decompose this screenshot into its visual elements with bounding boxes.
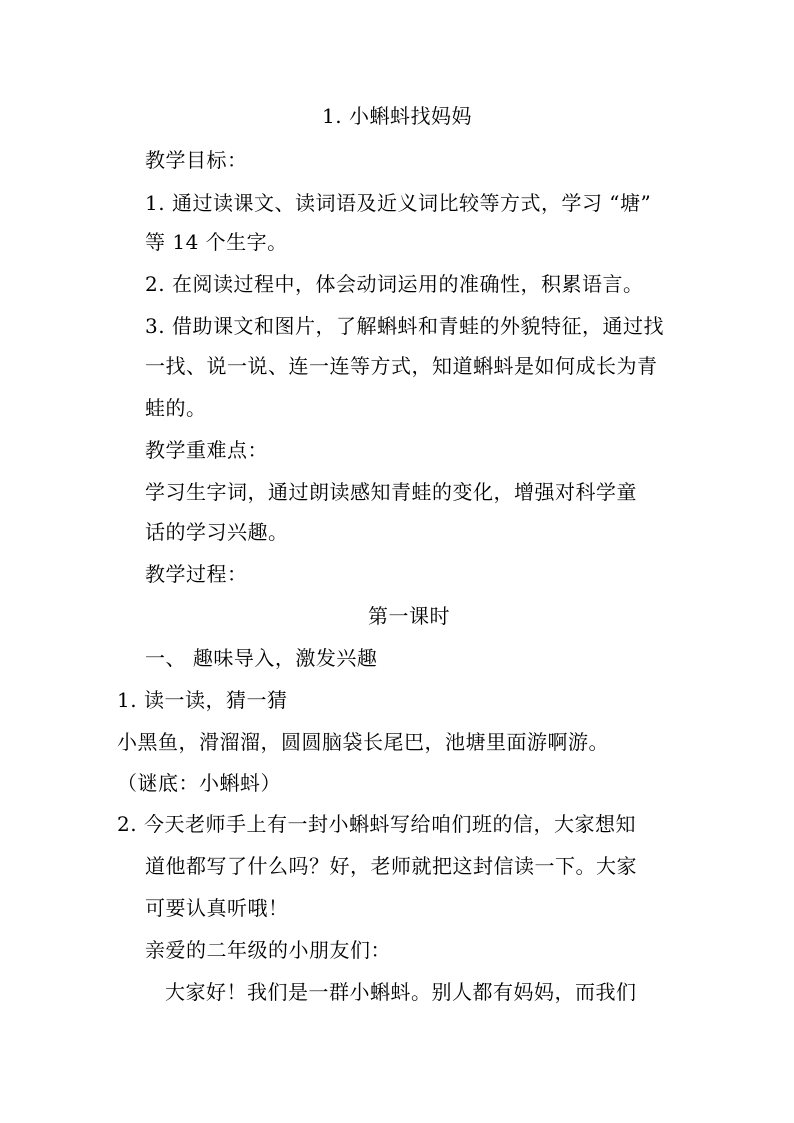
goal-1-line-2: 等 14 个生字。	[145, 230, 288, 254]
process-heading: 教学过程：	[145, 562, 248, 586]
goal-3-line-1: 3. 借助课文和图片，了解蝌蚪和青蛙的外貌特征，通过找	[145, 314, 664, 338]
goal-3-line-3: 蛙的。	[145, 396, 207, 420]
goal-1-line-1: 1. 通过读课文、读词语及近义词比较等方式，学习 “塘”	[145, 191, 652, 215]
goals-heading: 教学目标：	[145, 148, 248, 172]
lesson-heading: 第一课时	[368, 604, 450, 628]
step-2-line-2: 道他都写了什么吗？好，老师就把这封信读一下。大家	[145, 854, 637, 878]
key-points-line-2: 话的学习兴趣。	[145, 520, 289, 544]
letter-body-line-1: 大家好！我们是一群小蝌蚪。别人都有妈妈，而我们	[165, 980, 637, 1004]
step-2-line-3: 可要认真听哦！	[145, 896, 289, 920]
letter-greeting: 亲爱的二年级的小朋友们：	[145, 938, 391, 962]
riddle: 小黑鱼，滑溜溜，圆圆脑袋长尾巴，池塘里面游啊游。	[117, 730, 609, 754]
key-points-heading: 教学重难点：	[145, 438, 268, 462]
step-2-line-1: 2. 今天老师手上有一封小蝌蚪写给咱们班的信，大家想知	[117, 812, 636, 836]
document-title: 1. 小蝌蚪找妈妈	[322, 104, 472, 128]
riddle-answer: （谜底：小蝌蚪）	[117, 771, 281, 795]
goal-3-line-2: 一找、说一说、连一连等方式，知道蝌蚪是如何成长为青	[145, 354, 658, 378]
section-1-heading: 一、 趣味导入，激发兴趣	[145, 646, 378, 670]
goal-2: 2. 在阅读过程中，体会动词运用的准确性，积累语言。	[145, 272, 644, 296]
step-1: 1. 读一读，猜一猜	[117, 688, 288, 712]
key-points-line-1: 学习生字词，通过朗读感知青蛙的变化，增强对科学童	[145, 480, 637, 504]
